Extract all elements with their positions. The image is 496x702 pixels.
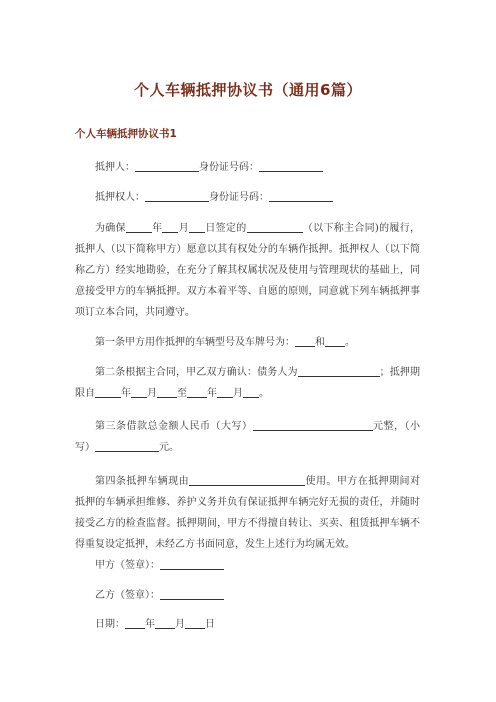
blank	[247, 220, 303, 233]
text: 至	[177, 388, 187, 399]
blank	[217, 385, 233, 398]
text: 第四条抵押车辆现由	[95, 476, 190, 487]
blank	[155, 616, 175, 629]
article-4	[75, 471, 420, 555]
text: 第三条借款总金额人民币（大写）	[95, 421, 253, 432]
intro-paragraph	[75, 218, 420, 323]
article-1	[95, 332, 420, 353]
pledgee-id-blank	[269, 189, 333, 202]
blank	[295, 334, 315, 347]
blank	[243, 385, 259, 398]
text: 元整，（小写）	[75, 421, 420, 453]
text: 日	[205, 619, 215, 630]
blank	[95, 439, 159, 452]
pledger-id-label: 身份证号码：	[199, 162, 259, 173]
text: 月	[233, 388, 243, 399]
blank	[187, 385, 207, 398]
blank	[125, 616, 145, 629]
text: 月	[178, 223, 190, 234]
party-b-signature	[95, 585, 420, 606]
text: 月	[147, 388, 157, 399]
document-title: 个人车辆抵押协议书（通用6篇）	[134, 81, 362, 99]
blank	[95, 385, 121, 398]
text: 。	[259, 388, 269, 399]
article-3	[75, 416, 420, 458]
blank	[160, 557, 224, 570]
text: 月	[175, 619, 185, 630]
blank	[162, 220, 178, 233]
text: 年	[121, 388, 131, 399]
blank	[325, 334, 345, 347]
text: （以下称主合同)的履行，抵押人（以下简称甲方）愿意以其有权处分的车辆作抵押。抵押权人（以下简称乙方）经实地勘验，在充分了解其权属状况及使用与管理现状的基础上，同意接受甲方的车辆抵押。双方本着平等、自愿的原则，同意就下列车辆抵押事项订立本合同，共同遵守。	[75, 223, 421, 318]
pledgee-line	[95, 187, 420, 208]
pledger-blank	[135, 159, 199, 172]
text: ；抵押期限自	[75, 367, 421, 399]
text: 日签定的	[205, 223, 247, 234]
party-a-signature	[95, 555, 420, 576]
text: 和	[315, 337, 325, 348]
section-title: 个人车辆抵押协议书1	[75, 128, 177, 140]
pledgee-blank	[145, 189, 209, 202]
text: 第一条甲方用作抵押的车辆型号及车牌号为：	[95, 337, 295, 348]
text: 年	[207, 388, 217, 399]
pledger-line	[95, 157, 420, 178]
pledger-label: 抵押人：	[95, 162, 135, 173]
blank	[160, 587, 224, 600]
pledgee-label: 抵押权人：	[95, 192, 145, 203]
text: 第二条根据主合同，甲乙双方确认：债务人为	[95, 367, 298, 378]
text: 使用。甲方在抵押期间对抵押的车辆承担维修、养护义务并负有保证抵押车辆完好无损的责任，并随时接受乙方的检查监督。抵押期间，甲方不得擅自转让、买卖、租赁抵押车辆不得重复设定抵押，未经乙方书面同意，发生上述行为均属无效。	[75, 476, 421, 550]
date-line	[95, 614, 420, 635]
text: 为确保	[95, 223, 126, 234]
text: 年	[151, 223, 163, 234]
blank	[131, 385, 147, 398]
text: 年	[145, 619, 155, 630]
text: 乙方（签章）：	[95, 590, 160, 601]
blank	[253, 418, 373, 431]
text: 甲方（签章）：	[95, 560, 160, 571]
blank	[157, 385, 177, 398]
text: 日期：	[95, 619, 125, 630]
blank	[126, 220, 152, 233]
blank	[189, 220, 205, 233]
article-2	[75, 362, 420, 404]
blank	[185, 616, 205, 629]
pledgee-id-label: 身份证号码：	[209, 192, 269, 203]
text: 元。	[159, 442, 179, 453]
text: 。	[345, 337, 355, 348]
pledger-id-blank	[259, 159, 323, 172]
blank	[189, 473, 305, 486]
blank	[298, 364, 380, 377]
